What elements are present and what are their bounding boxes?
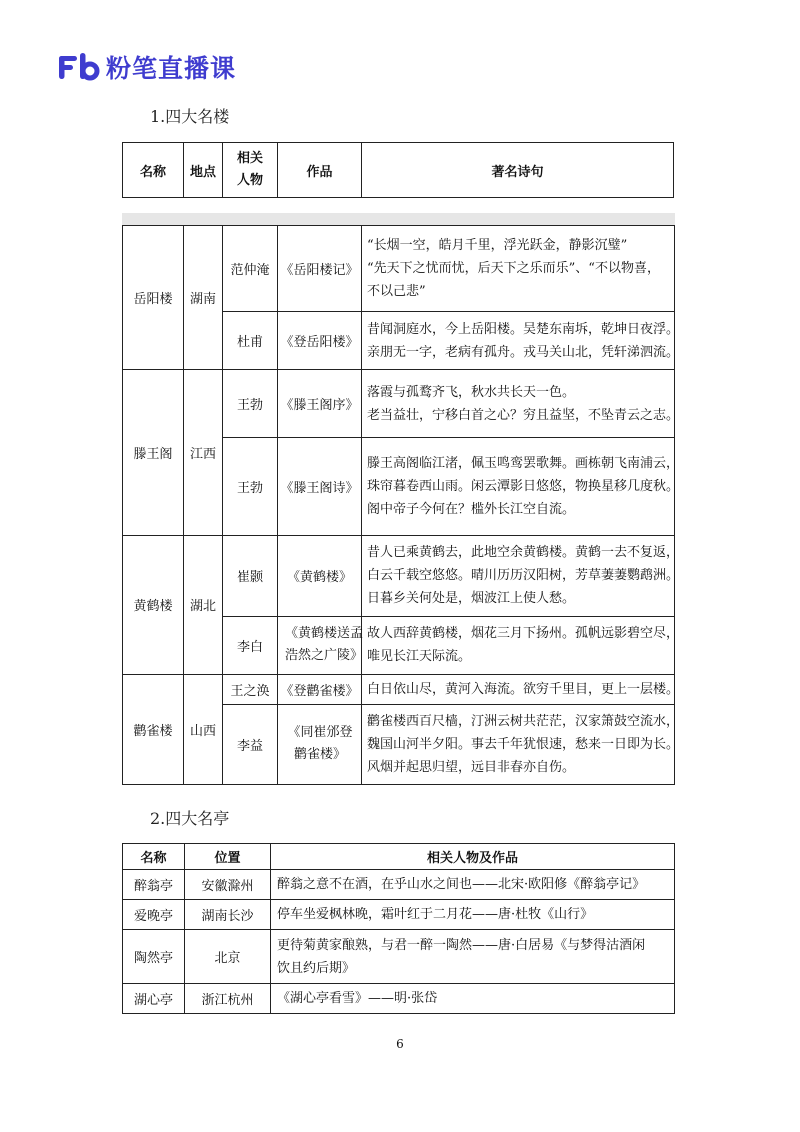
- person: 崔颢: [223, 535, 278, 616]
- poem-lines: “长烟一空，皓月千里，浮光跃金，静影沉璧” “先天下之忧而忧，后天下之乐而乐”、“不以物喜， 不以己悲”: [362, 226, 675, 312]
- poem-lines: 故人西辞黄鹤楼，烟花三月下扬州。孤帆远影碧空尽， 唯见长江天际流。: [362, 616, 675, 674]
- pavilion-works: 更待菊黄家酿熟，与君一醉一陶然——唐·白居易《与梦得沽酒闲 饮且约后期》: [271, 930, 675, 984]
- header-works: 相关人物及作品: [271, 844, 675, 870]
- work: 《滕王阁序》: [278, 370, 362, 438]
- table-row: [123, 370, 675, 438]
- poem-lines: 白日依山尽，黄河入海流。欲穷千里目，更上一层楼。: [362, 674, 675, 704]
- section-title-towers: 1.四大名楼: [150, 107, 230, 126]
- table-row: [123, 870, 675, 900]
- page-number: 6: [396, 1037, 404, 1051]
- brand-logo: [58, 50, 236, 84]
- person: 李白: [223, 616, 278, 674]
- pavilion-works: 停车坐爱枫林晚，霜叶红于二月花——唐·杜牧《山行》: [271, 900, 675, 930]
- brand-name: 粉笔直播课: [106, 54, 237, 83]
- poem-lines: 昔闻洞庭水，今上岳阳楼。吴楚东南坼，乾坤日夜浮。 亲朋无一字，老病有孤舟。戎马关山北，凭轩涕泗流。: [362, 312, 675, 370]
- towers-table: [122, 225, 680, 785]
- tower-place: 湖北: [184, 535, 223, 674]
- pavilion-works: 醉翁之意不在酒，在乎山水之间也——北宋·欧阳修《醉翁亭记》: [271, 870, 675, 900]
- pavilion-name: 湖心亭: [123, 984, 185, 1014]
- person: 王勃: [223, 438, 278, 535]
- table-row: [123, 984, 675, 1014]
- tower-place: 山西: [184, 674, 223, 784]
- person: 李益: [223, 704, 278, 784]
- tower-name: 鹳雀楼: [123, 674, 184, 784]
- pavilion-location: 北京: [185, 930, 271, 984]
- person: 范仲淹: [223, 226, 278, 312]
- person: 王勃: [223, 370, 278, 438]
- table-row: [123, 674, 675, 704]
- pavilion-name: 爱晚亭: [123, 900, 185, 930]
- table-row: [123, 226, 675, 312]
- table-row: [123, 535, 675, 616]
- header-poem: 著名诗句: [362, 143, 674, 198]
- header-place: 地点: [184, 143, 223, 198]
- header-name: 名称: [123, 143, 184, 198]
- pavilion-location: 安徽滁州: [185, 870, 271, 900]
- work: 《岳阳楼记》: [278, 226, 362, 312]
- poem-lines: 鹳雀楼西百尺樯，汀洲云树共茫茫，汉家箫鼓空流水， 魏国山河半夕阳。事去千年犹恨速，愁来一日即为长。 风烟并起思归望，远目非春亦自伤。: [362, 704, 675, 784]
- section-title-pavilions: 2.四大名亭: [150, 809, 230, 828]
- pavilions-table: [122, 843, 675, 1014]
- person: 杜甫: [223, 312, 278, 370]
- header-person: 相关人物: [223, 143, 278, 198]
- work: 《滕王阁诗》: [278, 438, 362, 535]
- tower-name: 岳阳楼: [123, 226, 184, 370]
- work: 《登岳阳楼》: [278, 312, 362, 370]
- header-work: 作品: [278, 143, 362, 198]
- person: 王之涣: [223, 674, 278, 704]
- tower-name: 滕王阁: [123, 370, 184, 535]
- towers-header-table: [122, 142, 674, 198]
- table-top-shading: [122, 213, 675, 225]
- work: 《登鹳雀楼》: [278, 674, 362, 704]
- pavilion-name: 醉翁亭: [123, 870, 185, 900]
- tower-place: 江西: [184, 370, 223, 535]
- poem-lines: 落霞与孤鹜齐飞，秋水共长天一色。 老当益壮，宁移白首之心？穷且益坚，不坠青云之志。: [362, 370, 675, 438]
- table-row: [123, 900, 675, 930]
- tower-name: 黄鹤楼: [123, 535, 184, 674]
- fb-logo-icon: [58, 52, 100, 82]
- poem-lines: 滕王高阁临江渚，佩玉鸣鸾罢歌舞。画栋朝飞南浦云， 珠帘暮卷西山雨。闲云潭影日悠悠，物换星移几度秋。 阁中帝子今何在？槛外长江空自流。: [362, 438, 675, 535]
- header-location: 位置: [185, 844, 271, 870]
- pavilion-location: 湖南长沙: [185, 900, 271, 930]
- pavilion-works: 《湖心亭看雪》——明·张岱: [271, 984, 675, 1014]
- pavilion-location: 浙江杭州: [185, 984, 271, 1014]
- work: 《黄鹤楼》: [278, 535, 362, 616]
- pavilion-name: 陶然亭: [123, 930, 185, 984]
- poem-lines: 昔人已乘黄鹤去，此地空余黄鹤楼。黄鹤一去不复返， 白云千载空悠悠。晴川历历汉阳树，芳草萋萋鹦鹉洲。 日暮乡关何处是，烟波江上使人愁。: [362, 535, 675, 616]
- tower-place: 湖南: [184, 226, 223, 370]
- work: 《同崔邠登鹳雀楼》: [278, 704, 362, 784]
- table-row: [123, 930, 675, 984]
- header-name: 名称: [123, 844, 185, 870]
- work: 《黄鹤楼送孟浩然之广陵》: [278, 616, 362, 674]
